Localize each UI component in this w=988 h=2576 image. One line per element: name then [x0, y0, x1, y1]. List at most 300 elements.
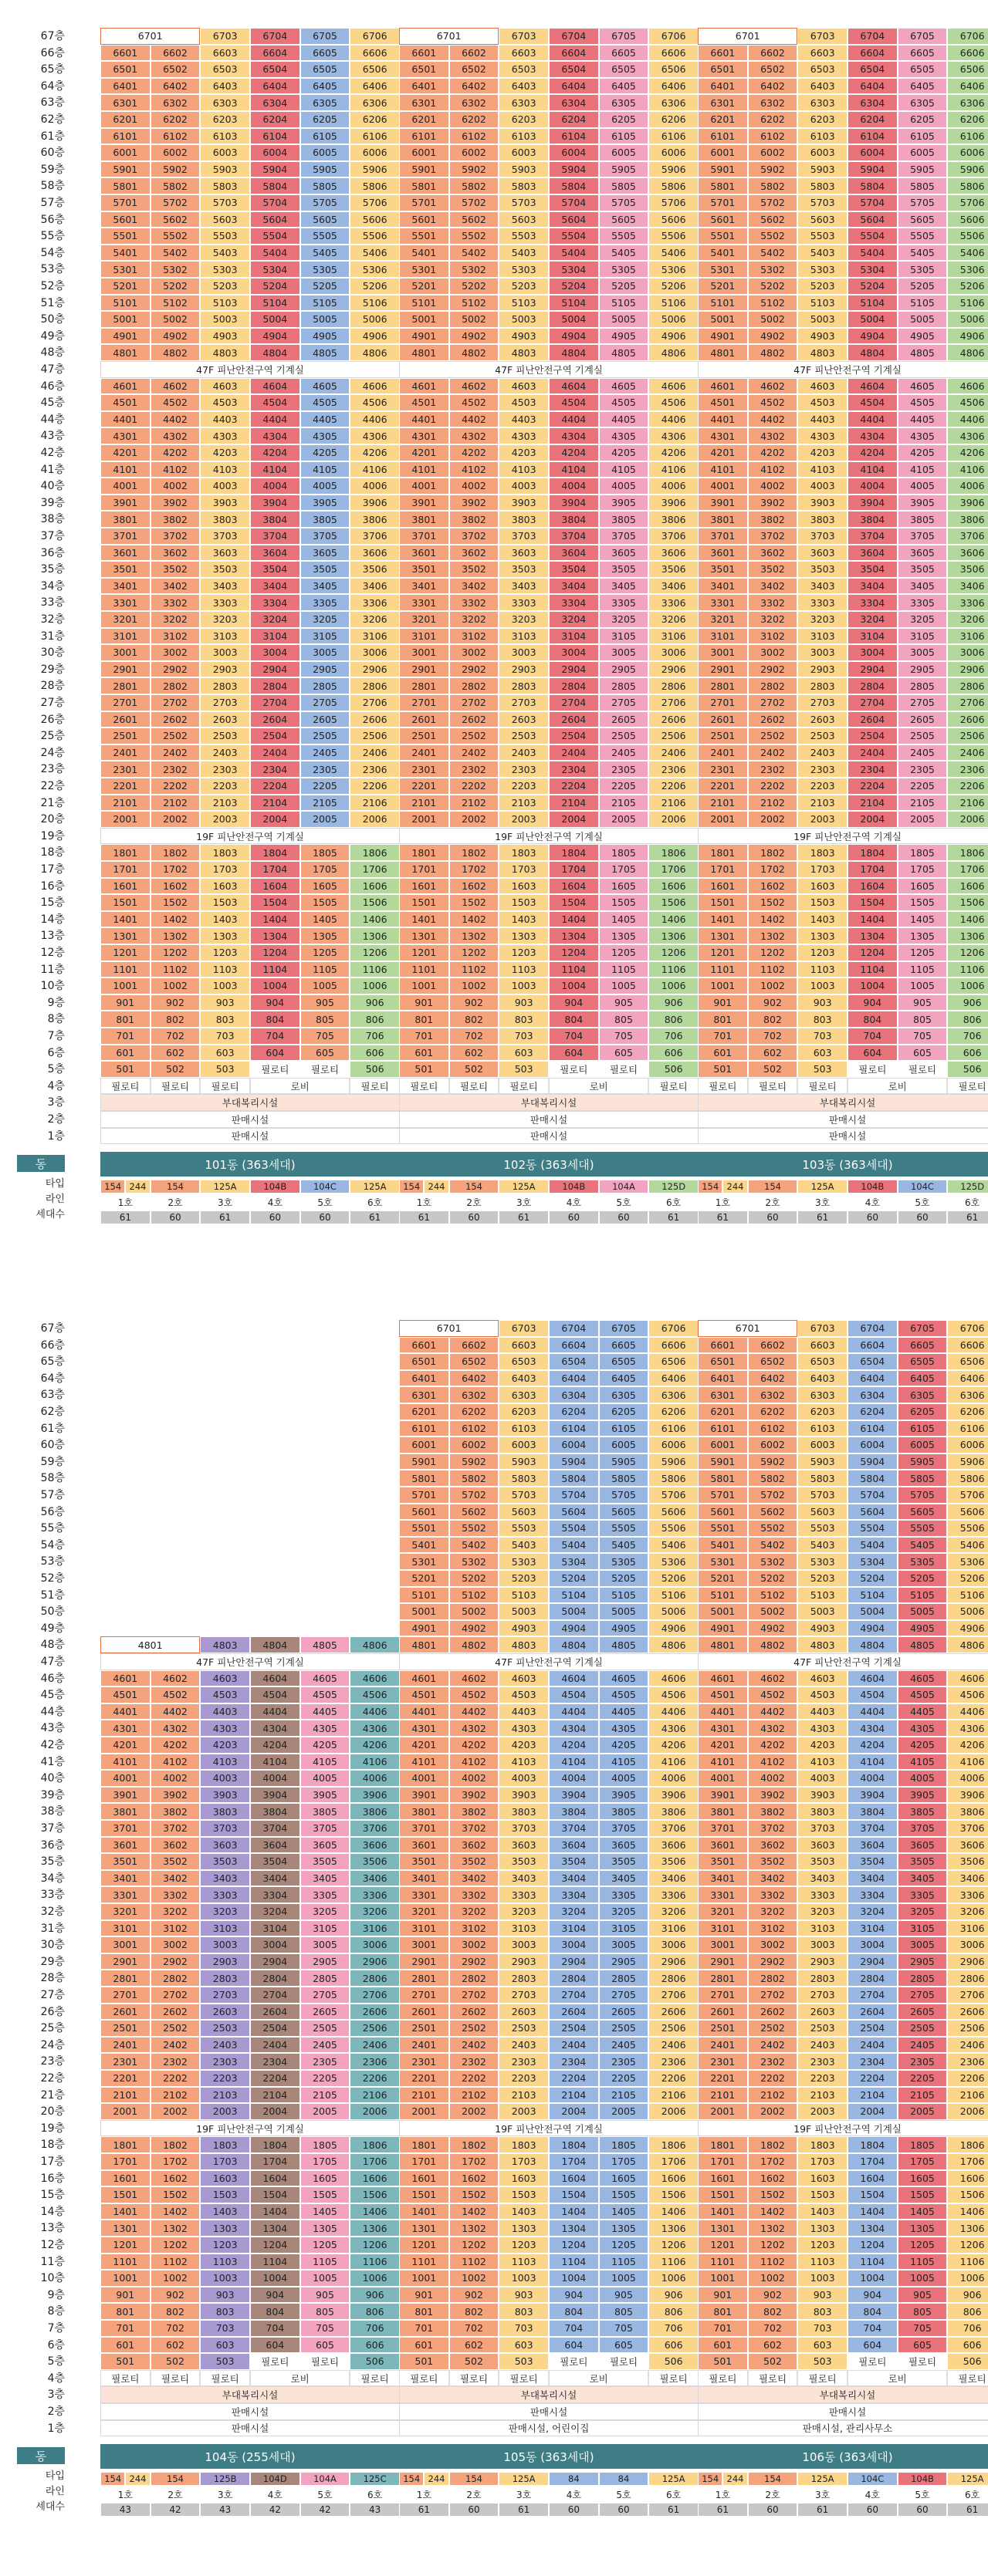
type-cell: 125A: [200, 1180, 250, 1193]
unit-cell: 4601: [698, 1670, 748, 1687]
unit-cell: 3604: [250, 545, 300, 562]
floor-label: 13층: [40, 930, 65, 943]
unit-cell: 2102: [449, 795, 499, 812]
unit-cell: 702: [449, 2320, 499, 2337]
unit-cell: 6606: [947, 1337, 988, 1354]
piloti-cell: 필로티: [698, 2370, 748, 2387]
unit-cell: 4504: [848, 394, 898, 411]
line-cell: 6호: [648, 1195, 699, 1209]
unit-cell: 5804: [250, 177, 300, 194]
unit-cell: 3306: [648, 1886, 699, 1903]
unit-cell: 1201: [399, 944, 449, 961]
line-cell: 4호: [848, 2487, 898, 2501]
unit-cell: 3704: [250, 528, 300, 545]
unit-cell: 5105: [300, 295, 350, 312]
unit-cell: 1002: [449, 977, 499, 994]
unit-cell: 3102: [151, 1920, 201, 1937]
floor-label: 64층: [40, 1372, 65, 1385]
unit-cell: 1603: [499, 2170, 549, 2187]
unit-cell: 6403: [797, 1370, 848, 1387]
unit-cell: 5704: [549, 194, 599, 211]
unit-cell: 3304: [848, 594, 898, 611]
unit-cell: 4205: [599, 1737, 649, 1754]
unit-cell: 701: [399, 2320, 449, 2337]
unit-cell: 2906: [947, 661, 988, 678]
unit-cell: 2303: [200, 761, 250, 778]
unit-cell: 3205: [300, 1903, 350, 1920]
unit-cell: 4104: [250, 461, 300, 478]
unit-cell: 1001: [698, 977, 748, 994]
unit-cell: 4002: [151, 1770, 201, 1787]
unit-cell: 5705: [300, 194, 350, 211]
unit-cell: 3201: [100, 1903, 151, 1920]
unit-cell: 1803: [499, 2136, 549, 2153]
unit-cell: 3301: [698, 1886, 748, 1903]
unit-cell: 5406: [648, 1537, 699, 1554]
unit-cell: 5603: [797, 1504, 848, 1521]
unit-cell: 4801: [698, 344, 748, 361]
unit-cell: 801: [100, 1011, 151, 1028]
unit-cell: 4904: [848, 328, 898, 345]
households-cell: 60: [599, 2503, 649, 2517]
unit-cell: 3805: [898, 511, 948, 528]
unit-cell: 2905: [300, 661, 350, 678]
unit-cell: 6306: [350, 94, 400, 111]
unit-cell: 1405: [898, 2203, 948, 2220]
unit-cell: 5003: [499, 311, 549, 328]
floor-label: 31층: [40, 1922, 65, 1935]
unit-cell: 1005: [300, 2270, 350, 2287]
unit-cell: 5804: [848, 1470, 898, 1487]
unit-cell: 5306: [648, 261, 699, 278]
unit-cell: 6304: [848, 1386, 898, 1403]
unit-cell: 2206: [350, 778, 400, 795]
unit-cell: 4401: [698, 1703, 748, 1720]
unit-cell: 4101: [698, 461, 748, 478]
unit-cell: 6102: [151, 128, 201, 145]
unit-cell: 2906: [648, 1953, 699, 1970]
unit-cell: 1802: [449, 844, 499, 861]
unit-cell: 3202: [449, 1903, 499, 1920]
unit-cell: 5605: [599, 211, 649, 228]
unit-cell: 1103: [797, 961, 848, 978]
unit-cell: 2602: [151, 2004, 201, 2021]
unit-cell: 2801: [698, 677, 748, 694]
unit-cell: 4101: [100, 461, 151, 478]
unit-cell: 3302: [151, 1886, 201, 1903]
unit-cell: 6501: [698, 61, 748, 78]
floor-label: 27층: [40, 697, 65, 709]
unit-cell: 1804: [250, 844, 300, 861]
unit-cell: 1501: [399, 2186, 449, 2203]
unit-cell: 5006: [947, 311, 988, 328]
unit-cell: 3904: [549, 495, 599, 511]
legend-dong: 동: [17, 1155, 65, 1172]
unit-cell: 4302: [151, 427, 201, 444]
type-cell: 104C: [898, 1180, 948, 1193]
unit-cell: 3205: [898, 611, 948, 628]
unit-cell: 3301: [100, 1886, 151, 1903]
unit-cell: 904: [250, 994, 300, 1011]
unit-cell: 5301: [698, 261, 748, 278]
unit-cell: 6102: [748, 1420, 798, 1437]
unit-cell: 1002: [151, 2270, 201, 2287]
unit-cell: 6203: [499, 1403, 549, 1420]
unit-cell: 4403: [200, 1703, 250, 1720]
type-cell: 154: [399, 1180, 424, 1193]
unit-cell: 2203: [200, 778, 250, 795]
unit-cell: 2302: [449, 761, 499, 778]
type-cell: 154: [151, 1180, 201, 1193]
unit-cell: 904: [848, 994, 898, 1011]
unit-cell: 6303: [797, 94, 848, 111]
unit-cell: 4401: [698, 411, 748, 428]
unit-cell: 2402: [151, 2037, 201, 2054]
unit-cell: 2404: [848, 744, 898, 761]
floor-label: 20층: [40, 2105, 65, 2119]
unit-cell: 703: [200, 2320, 250, 2337]
unit-cell: 1406: [350, 2203, 400, 2220]
unit-cell: 4803: [797, 1636, 848, 1653]
unit-cell: 2504: [250, 2020, 300, 2037]
unit-cell: 4902: [449, 1620, 499, 1637]
unit-cell: 1004: [848, 2270, 898, 2287]
unit-cell: 5006: [648, 1603, 699, 1620]
unit-cell: 2706: [350, 1987, 400, 2004]
unit-cell: 2604: [250, 711, 300, 728]
unit-cell: 1701: [100, 861, 151, 878]
unit-cell: 4806: [350, 344, 400, 361]
unit-cell: 5001: [399, 1603, 449, 1620]
unit-cell: 1203: [797, 2237, 848, 2254]
unit-cell: 5301: [399, 261, 449, 278]
unit-cell: 3901: [698, 495, 748, 511]
unit-cell: 1203: [200, 2237, 250, 2254]
floor-label: 49층: [40, 329, 65, 343]
unit-cell: 3501: [399, 561, 449, 578]
unit-cell: 5401: [698, 245, 748, 262]
unit-cell: 3803: [200, 1803, 250, 1820]
unit-cell: 3604: [549, 1837, 599, 1854]
unit-cell: 5503: [200, 228, 250, 245]
unit-cell: 1402: [449, 2203, 499, 2220]
unit-cell: 2704: [549, 1987, 599, 2004]
unit-cell: 2402: [151, 744, 201, 761]
unit-cell: 1105: [599, 2254, 649, 2270]
floor-label: 22층: [40, 2072, 65, 2085]
unit-cell: 2301: [399, 761, 449, 778]
unit-cell: 1603: [200, 2170, 250, 2187]
unit-cell: 2102: [449, 2087, 499, 2104]
households-cell: 61: [698, 2503, 748, 2517]
unit-cell: 3802: [449, 511, 499, 528]
unit-cell: 1403: [797, 2203, 848, 2220]
unit-cell: 2404: [250, 2037, 300, 2054]
unit-cell: 3805: [300, 1803, 350, 1820]
unit-cell: 3701: [399, 1820, 449, 1837]
unit-cell: 3903: [499, 1787, 549, 1804]
unit-cell: 901: [698, 2287, 748, 2304]
unit-cell: 5606: [947, 1504, 988, 1521]
unit-cell: 2604: [848, 2004, 898, 2021]
floor-label: 54층: [40, 1538, 65, 1551]
unit-cell: 5506: [947, 1520, 988, 1537]
unit-cell: 606: [648, 2337, 699, 2354]
unit-cell: 4604: [250, 378, 300, 395]
unit-cell: 4003: [200, 478, 250, 495]
unit-cell: 1206: [350, 944, 400, 961]
unit-cell: 1805: [898, 844, 948, 861]
unit-cell: 506: [648, 2353, 699, 2370]
unit-cell: 702: [449, 1028, 499, 1045]
unit-cell: 3804: [848, 1803, 898, 1820]
unit-cell: 6003: [797, 144, 848, 161]
type-cell: 125B: [200, 2472, 250, 2486]
piloti-cell: 필로티: [599, 1061, 649, 1078]
unit-cell: 4205: [300, 1737, 350, 1754]
unit-cell: 6402: [449, 78, 499, 95]
unit-cell: 6105: [599, 1420, 649, 1437]
unit-cell: 4504: [549, 1686, 599, 1703]
unit-cell: 3105: [599, 1920, 649, 1937]
unit-cell: 4506: [648, 394, 699, 411]
unit-cell: 2802: [748, 1970, 798, 1987]
lobby-cell: 로비: [549, 2370, 648, 2387]
unit-cell: 2605: [300, 2004, 350, 2021]
unit-cell: 2502: [449, 2020, 499, 2037]
unit-cell: 1304: [848, 2220, 898, 2237]
refuge-band-47: 47F 피난안전구역 기계실: [399, 1653, 699, 1670]
floor-label: 21층: [40, 796, 65, 809]
unit-cell: 3802: [151, 1803, 201, 1820]
unit-cell: 706: [350, 1028, 400, 1045]
unit-cell: 1006: [947, 977, 988, 994]
unit-cell: 3505: [898, 561, 948, 578]
unit-cell: 1801: [100, 844, 151, 861]
unit-cell: 5705: [599, 1487, 649, 1504]
unit-cell: 601: [100, 1045, 151, 1062]
unit-cell: 5402: [748, 1537, 798, 1554]
unit-cell: 4506: [947, 394, 988, 411]
unit-cell: 6401: [698, 1370, 748, 1387]
unit-cell: 1404: [549, 2203, 599, 2220]
unit-cell: 3405: [898, 1870, 948, 1887]
unit-cell: 5903: [499, 161, 549, 178]
unit-cell: 1806: [648, 2136, 699, 2153]
unit-cell: 3803: [797, 1803, 848, 1820]
unit-cell: 2401: [698, 2037, 748, 2054]
unit-cell: 4305: [898, 427, 948, 444]
unit-cell: 5402: [449, 245, 499, 262]
unit-cell: 1305: [599, 927, 649, 944]
unit-cell: 2102: [748, 2087, 798, 2104]
unit-cell: 3702: [449, 528, 499, 545]
unit-cell: 604: [848, 1045, 898, 1062]
unit-cell: 4402: [748, 411, 798, 428]
unit-cell: 3901: [399, 1787, 449, 1804]
unit-cell: 4201: [100, 444, 151, 461]
unit-cell: 5202: [748, 1570, 798, 1587]
unit-cell: 501: [100, 1061, 151, 1078]
unit-cell: 4602: [449, 1670, 499, 1687]
unit-cell: 4505: [599, 394, 649, 411]
unit-cell: 5601: [698, 211, 748, 228]
unit-cell: 4301: [100, 427, 151, 444]
unit-cell: 1501: [698, 894, 748, 911]
unit-cell: 1702: [449, 2153, 499, 2170]
unit-cell: 1102: [449, 2254, 499, 2270]
unit-cell: 4506: [947, 1686, 988, 1703]
unit-cell: 806: [350, 2303, 400, 2320]
unit-cell: 602: [449, 2337, 499, 2354]
unit-cell: 5701: [698, 194, 748, 211]
unit-cell: 1404: [848, 911, 898, 928]
unit-cell: 3603: [200, 1837, 250, 1854]
unit-cell: 2502: [151, 728, 201, 744]
unit-cell: 5904: [549, 161, 599, 178]
unit-cell: 3406: [350, 578, 400, 595]
unit-cell: 2606: [947, 711, 988, 728]
unit-cell: 5801: [399, 1470, 449, 1487]
unit-cell: 5105: [898, 1587, 948, 1604]
unit-cell: 3605: [300, 545, 350, 562]
floor-label: 41층: [40, 463, 65, 476]
retail-band: 판매시설: [399, 1111, 699, 1128]
unit-cell: 2202: [449, 778, 499, 795]
unit-cell: 2503: [499, 728, 549, 744]
unit-cell: 3203: [200, 611, 250, 628]
unit-cell: 2303: [200, 2053, 250, 2070]
unit-cell: 2103: [200, 795, 250, 812]
unit-cell: 1802: [748, 2136, 798, 2153]
unit-cell: 1002: [151, 977, 201, 994]
unit-cell: 6703: [200, 28, 250, 45]
unit-cell: 5806: [947, 1470, 988, 1487]
unit-cell: 6006: [947, 144, 988, 161]
unit-cell: 703: [797, 1028, 848, 1045]
unit-cell: 1606: [350, 878, 400, 895]
unit-cell: 1306: [947, 927, 988, 944]
unit-cell: 4006: [648, 478, 699, 495]
floor-label: 39층: [40, 496, 65, 509]
unit-cell: 2301: [698, 761, 748, 778]
unit-cell: 4903: [797, 328, 848, 345]
unit-cell: 6602: [449, 1337, 499, 1354]
unit-cell: 1106: [350, 961, 400, 978]
unit-cell: 3306: [350, 1886, 400, 1903]
unit-cell: 802: [151, 2303, 201, 2320]
unit-cell: 1306: [350, 927, 400, 944]
unit-cell: 6106: [947, 128, 988, 145]
unit-cell: 4402: [449, 411, 499, 428]
type-cell: 104C: [300, 1180, 350, 1193]
lobby-cell: 로비: [250, 1078, 350, 1095]
unit-cell: 1504: [848, 894, 898, 911]
unit-cell: 6301: [698, 94, 748, 111]
unit-cell: 506: [947, 2353, 988, 2370]
unit-cell: 2701: [100, 1987, 151, 2004]
unit-cell: 5906: [947, 1453, 988, 1470]
unit-cell: 4405: [599, 411, 649, 428]
unit-cell: 6603: [499, 1337, 549, 1354]
unit-cell: 6606: [648, 45, 699, 62]
unit-cell: 2704: [848, 1987, 898, 2004]
unit-cell: 1405: [599, 911, 649, 928]
unit-cell: 6306: [648, 94, 699, 111]
unit-cell: 6703: [797, 1320, 848, 1337]
unit-cell: 1306: [648, 2220, 699, 2237]
unit-cell: 5401: [100, 245, 151, 262]
unit-cell: 4404: [549, 1703, 599, 1720]
unit-cell: 3203: [200, 1903, 250, 1920]
unit-cell: 1006: [947, 2270, 988, 2287]
unit-cell: 3502: [748, 1853, 798, 1870]
unit-cell: 902: [151, 2287, 201, 2304]
unit-cell: 603: [200, 1045, 250, 1062]
unit-cell: 5703: [797, 1487, 848, 1504]
unit-cell: 6002: [449, 1437, 499, 1453]
unit-cell: 5102: [748, 295, 798, 312]
unit-cell: 1705: [300, 861, 350, 878]
unit-cell: 4102: [449, 1754, 499, 1771]
unit-cell: 5002: [151, 311, 201, 328]
unit-cell: 5506: [350, 228, 400, 245]
unit-cell: 5305: [898, 1553, 948, 1570]
unit-cell: 3902: [151, 1787, 201, 1804]
type-cell: 154: [748, 1180, 798, 1193]
unit-cell: 1602: [748, 878, 798, 895]
type-cell: 244: [125, 2472, 150, 2486]
piloti-cell: 필로티: [797, 1078, 848, 1095]
unit-cell: 1003: [499, 2270, 549, 2287]
unit-cell: 4006: [648, 1770, 699, 1787]
unit-cell: 6006: [648, 1437, 699, 1453]
unit-cell: 1502: [449, 894, 499, 911]
unit-cell: 3501: [399, 1853, 449, 1870]
households-cell: 60: [549, 1210, 599, 1224]
unit-cell: 3105: [300, 1920, 350, 1937]
unit-cell: 3602: [748, 1837, 798, 1854]
line-cell: 4호: [549, 2487, 599, 2501]
unit-cell: 2903: [499, 661, 549, 678]
unit-cell: 3703: [797, 1820, 848, 1837]
unit-cell: 4901: [698, 328, 748, 345]
line-cell: 4호: [250, 2487, 300, 2501]
unit-cell: 904: [549, 2287, 599, 2304]
unit-cell: 3701: [698, 528, 748, 545]
unit-cell: 4903: [499, 328, 549, 345]
unit-cell: 1106: [648, 961, 699, 978]
floor-label: 1층: [47, 2422, 65, 2435]
unit-cell: 901: [399, 994, 449, 1011]
unit-cell: 1204: [250, 2237, 300, 2254]
unit-cell: 1204: [848, 944, 898, 961]
line-cell: 3호: [797, 2487, 848, 2501]
unit-cell: 3201: [399, 1903, 449, 1920]
unit-cell: 2504: [250, 728, 300, 744]
unit-cell: 6203: [797, 111, 848, 128]
unit-cell: 606: [947, 2337, 988, 2354]
floor-label: 62층: [40, 113, 65, 126]
households-cell: 61: [200, 1210, 250, 1224]
unit-cell: 1301: [698, 2220, 748, 2237]
ground-band: 판매시설: [399, 1128, 699, 1145]
unit-cell: 1401: [399, 2203, 449, 2220]
unit-cell: 5806: [648, 177, 699, 194]
type-cell: 125A: [350, 1180, 400, 1193]
unit-cell: 1001: [399, 977, 449, 994]
unit-cell: 4202: [449, 444, 499, 461]
